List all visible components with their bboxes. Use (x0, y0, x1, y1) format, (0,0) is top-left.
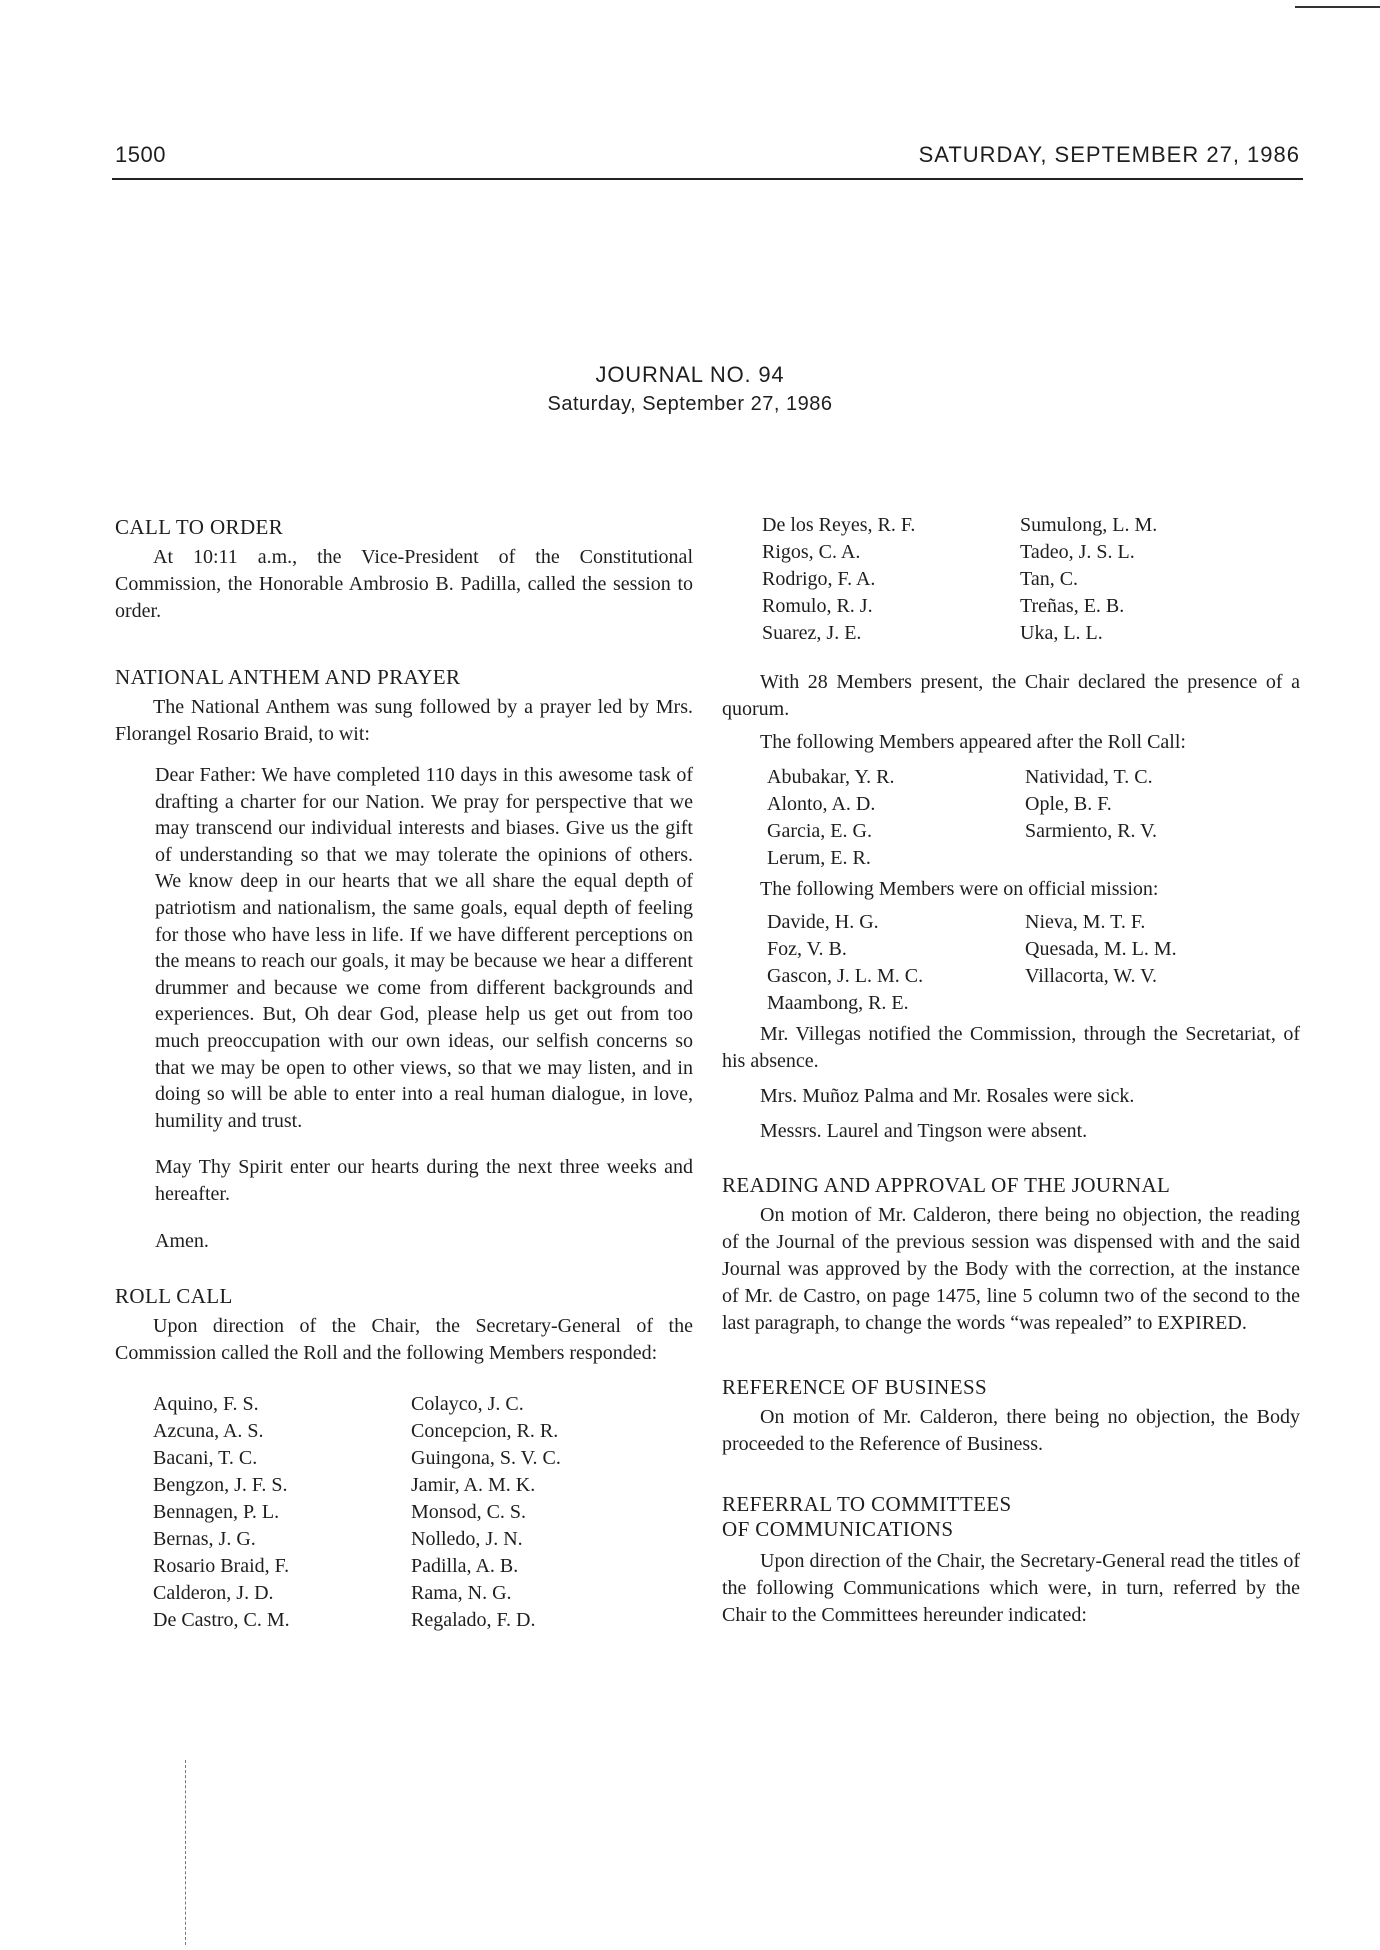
referral-heading-2: OF COMMUNICATIONS (722, 1517, 954, 1541)
referral-heading-1: REFERRAL TO COMMITTEES (722, 1492, 1012, 1516)
mission-members-intro: The following Members were on official mission: (760, 878, 1159, 900)
member-name: Tadeo, J. S. L. (1020, 541, 1135, 563)
member-name: Rodrigo, F. A. (762, 568, 876, 590)
member-name: Calderon, J. D. (153, 1582, 274, 1605)
member-name: Treñas, E. B. (1020, 595, 1125, 617)
prayer-closing: May Thy Spirit enter our hearts during the next three weeks and hereafter. (155, 1156, 693, 1205)
member-name: Alonto, A. D. (767, 793, 876, 815)
member-name: Padilla, A. B. (411, 1555, 519, 1578)
member-name: Sumulong, L. M. (1020, 514, 1158, 536)
member-name: Quesada, M. L. M. (1025, 938, 1177, 960)
member-name: Abubakar, Y. R. (767, 766, 895, 788)
member-name: Bernas, J. G. (153, 1528, 256, 1551)
member-name: Nolledo, J. N. (411, 1528, 523, 1551)
member-name: Tan, C. (1020, 568, 1079, 590)
roll-call-members-list-continued (762, 512, 1300, 647)
member-name: De Castro, C. M. (153, 1609, 290, 1632)
sick-note: Mrs. Muñoz Palma and Mr. Rosales were sick. (760, 1085, 1135, 1107)
member-name (1025, 990, 1283, 1017)
member-name: Bennagen, P. L. (153, 1501, 280, 1524)
page-date: SATURDAY, SEPTEMBER 27, 1986 (918, 142, 1300, 167)
member-name: Suarez, J. E. (762, 622, 862, 644)
anthem-heading: NATIONAL ANTHEM AND PRAYER (115, 665, 461, 689)
member-name (1025, 845, 1283, 872)
member-name: Bengzon, J. F. S. (153, 1474, 288, 1497)
member-name: Romulo, R. J. (762, 595, 873, 617)
corner-scan-mark (1295, 6, 1380, 8)
roll-call-members-list (153, 1391, 693, 1634)
journal-title: JOURNAL NO. 94 (595, 362, 785, 387)
member-name: Foz, V. B. (767, 938, 847, 960)
late-members-intro: The following Members appeared after the Roll Call: (760, 731, 1186, 753)
villegas-note: Mr. Villegas notified the Commission, through the Secretariat, of his absence. (722, 1023, 1300, 1072)
reference-text: On motion of Mr. Calderon, there being no objection, the Body proceeded to the Reference of Business. (722, 1406, 1300, 1455)
page-number: 1500 (115, 142, 166, 167)
right-column (722, 512, 1300, 1629)
member-name: Jamir, A. M. K. (411, 1474, 536, 1497)
late-members-list (767, 764, 1300, 872)
referral-text: Upon direction of the Chair, the Secretary-General read the titles of the following Communications which were, in turn, referred by the Chair to the Committees hereunder indicated: (722, 1550, 1300, 1626)
reading-heading: READING AND APPROVAL OF THE JOURNAL (722, 1173, 1171, 1197)
member-name: Maambong, R. E. (767, 992, 909, 1014)
member-name: Azcuna, A. S. (153, 1420, 264, 1443)
member-name: Regalado, F. D. (411, 1609, 536, 1632)
anthem-intro: The National Anthem was sung followed by a prayer led by Mrs. Florangel Rosario Braid, to wit: (115, 696, 693, 745)
prayer-text: Dear Father: We have completed 110 days in this awesome task of drafting a charter for our Nation. We pray for perspective that we may transcend our individual interests and biases. Give us the gift of understanding so that we may tolerate the opinions of others. We know deep in our hearts that we all share the equal depth of patriotism and nationalism, the same goals, equal depth of feeling for those who have less in life. If we have different perceptions on the means to reach our goals, it may be because we hear a different drummer and because we come from different backgrounds and experiences. But, Oh dear God, please help us get out from too much preoccupation with our own ideas, our selfish concerns so that we may be open to other views, so that we may listen, and in doing so will be able to enter into a real human dialogue, in love, humility and trust. (155, 764, 693, 1132)
call-to-order-heading: CALL TO ORDER (115, 515, 284, 539)
member-name: Concepcion, R. R. (411, 1420, 559, 1443)
absent-note: Messrs. Laurel and Tingson were absent. (760, 1120, 1088, 1142)
member-name: Rama, N. G. (411, 1582, 512, 1605)
member-name: Villacorta, W. V. (1025, 965, 1157, 987)
member-name: Aquino, F. S. (153, 1393, 259, 1416)
member-name: Natividad, T. C. (1025, 766, 1153, 788)
member-name: Rigos, C. A. (762, 541, 861, 563)
member-name: Rosario Braid, F. (153, 1555, 290, 1578)
journal-subtitle: Saturday, September 27, 1986 (547, 393, 833, 415)
member-name: Garcia, E. G. (767, 820, 872, 842)
member-name: Gascon, J. L. M. C. (767, 965, 924, 987)
reference-heading: REFERENCE OF BUSINESS (722, 1375, 988, 1399)
member-name: Colayco, J. C. (411, 1393, 524, 1416)
member-name: Lerum, E. R. (767, 847, 871, 869)
call-to-order-text: At 10:11 a.m., the Vice-President of the Constitutional Commission, the Honorable Ambrosio B. Padilla, called the session to order. (115, 546, 693, 622)
member-name: Ople, B. F. (1025, 793, 1112, 815)
member-name: Davide, H. G. (767, 911, 879, 933)
header-rule (112, 178, 1303, 180)
left-column (115, 515, 693, 1634)
member-name: Nieva, M. T. F. (1025, 911, 1146, 933)
reading-text: On motion of Mr. Calderon, there being no objection, the reading of the Journal of the previous session was dispensed with and the said Journal was approved by the Body with the correction, at the instance of Mr. de Castro, on page 1475, line 5 column two of the second to the last paragraph, to change the words “was repealed” to EXPIRED. (722, 1204, 1300, 1334)
roll-call-intro: Upon direction of the Chair, the Secretary-General of the Commission called the Roll and the following Members responded: (115, 1315, 693, 1365)
member-name: Uka, L. L. (1020, 622, 1103, 644)
member-name: Guingona, S. V. C. (411, 1447, 561, 1470)
member-name: Sarmiento, R. V. (1025, 820, 1158, 842)
member-name: De los Reyes, R. F. (762, 514, 916, 536)
roll-call-heading: ROLL CALL (115, 1284, 233, 1309)
mission-members-list (767, 909, 1300, 1017)
member-name: Monsod, C. S. (411, 1501, 527, 1524)
scan-artifact-line (185, 1760, 186, 1945)
quorum-text: With 28 Members present, the Chair declared the presence of a quorum. (722, 671, 1300, 720)
prayer-amen: Amen. (155, 1229, 209, 1252)
member-name: Bacani, T. C. (153, 1447, 258, 1470)
